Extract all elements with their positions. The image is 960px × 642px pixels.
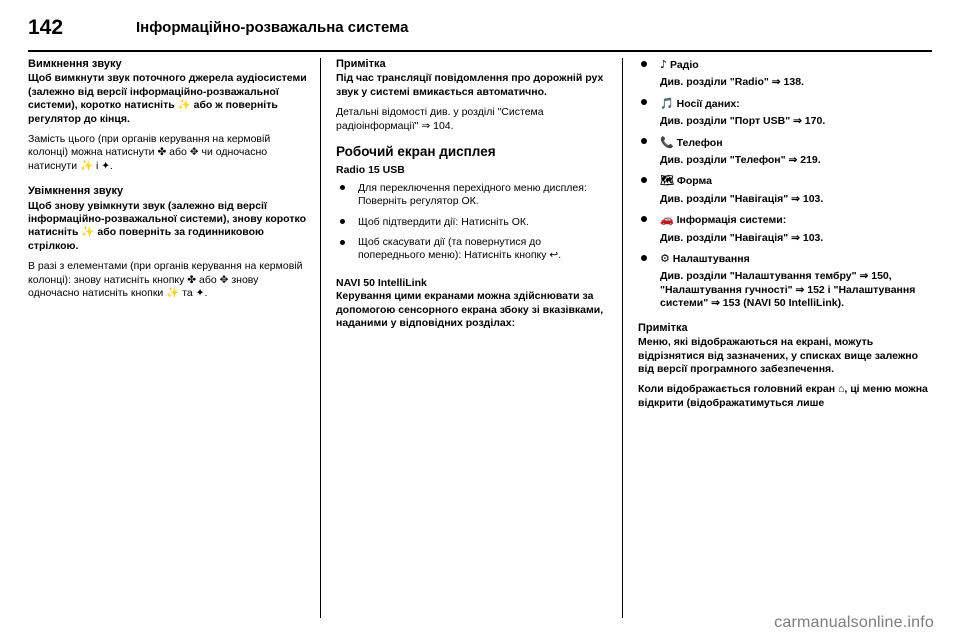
bullet-dot-icon xyxy=(641,138,647,144)
menu-item-reference: Див. розділи "Телефон" ⇒ 219. xyxy=(660,154,821,167)
note-heading-1: Примітка xyxy=(336,58,386,70)
page-title: Інформаційно-розважальна система xyxy=(136,19,409,36)
menu-item-label: Форма xyxy=(676,175,713,188)
note-paragraph-2: Детальні відомості див. у розділі "Система радіоінформації" ⇒ 104. xyxy=(336,106,544,132)
menu-item-label: Інформація системи: xyxy=(676,214,787,227)
note-paragraph-3: Меню, які відображаються на екрані, можуть відрізнятися від зазначених, у списках вище залежно від версії програмного забезпечення. xyxy=(638,336,919,375)
list-item xyxy=(638,97,928,129)
bullet-dot-icon xyxy=(641,99,647,105)
note-paragraph-1: Під час трансляції повідомлення про дорожній рух звук у системі вмикається автоматично. xyxy=(336,72,604,98)
bullet-dot-icon xyxy=(641,216,647,222)
column-divider-1 xyxy=(320,58,321,618)
column-2 xyxy=(336,58,608,331)
list-item xyxy=(638,213,928,245)
list-item xyxy=(638,58,928,90)
car-info-icon: 🚗 xyxy=(660,213,674,227)
page-number: 142 xyxy=(28,16,64,39)
section-heading-mute: Вимкнення звуку xyxy=(28,58,122,70)
menu-item-reference: Див. розділи "Radio" ⇒ 138. xyxy=(660,76,804,89)
list-item-label: Для переключення перехідного меню дисплея: Повернiть регулятор ОК. xyxy=(358,181,587,208)
column-divider-2 xyxy=(622,58,623,618)
map-icon: 🗺 xyxy=(660,174,674,188)
subheading-navi50: NAVI 50 IntelliLink xyxy=(336,276,427,289)
paragraph-unmute-1: Щоб знову увімкнути звук (залежно від версії інформаційно-розважальної системи), знову коротко натисніть ✨ або повернiть за годинниковою стрілкою. xyxy=(28,199,306,252)
gear-icon: ⚙ xyxy=(660,252,670,266)
paragraph-mute-2: Замість цього (при органів керування на кермовій колонці) можна натиснути ✤ або ✥ чи одночасно натиснути ✨ і ✦. xyxy=(28,133,271,172)
bullet-dot-icon xyxy=(641,255,647,261)
bullet-list-radio15usb xyxy=(336,182,608,263)
note-heading-2: Примітка xyxy=(638,321,688,334)
bullet-dot-icon xyxy=(641,61,647,67)
list-item xyxy=(336,236,608,263)
menu-item-reference: Див. розділи "Порт USB" ⇒ 170. xyxy=(660,115,826,128)
paragraph-unmute-2: В разі з елементами (при органів керування на кермовій колонці): знову натисніть кнопку ✤ або ✥ знову одночасно натисніть кнопки ✨ та ✦. xyxy=(28,260,303,300)
bullet-dot-icon xyxy=(340,219,345,224)
page-header xyxy=(28,16,932,52)
menu-item-label: Телефон xyxy=(676,136,723,149)
list-item xyxy=(638,252,928,311)
bullet-dot-icon xyxy=(340,240,345,245)
bullet-dot-icon xyxy=(641,177,647,183)
note-paragraph-4: Коли відображається головний екран ⌂, ці меню можна відкрити (відображатимуться лише xyxy=(638,383,928,409)
list-item xyxy=(336,182,608,209)
section-heading-display: Робочий екран дисплея xyxy=(336,144,496,160)
list-item-label: Щоб скасувати дії (та повернутися до попереднього меню): Натисніть кнопку ↩. xyxy=(358,236,562,262)
list-item-label: Щоб підтвердити дії: Натисніть ОК. xyxy=(358,215,529,228)
list-item xyxy=(336,216,608,229)
paragraph-mute-1: Щоб вимкнути звук поточного джерела аудіосистеми (залежно від версії інформаційно-розважальної системи), коротко натисніть ✨ або ж повернiть регулятор до кінця. xyxy=(28,72,307,125)
section-heading-unmute: Увімкнення звуку xyxy=(28,185,124,198)
menu-item-reference: Див. розділи "Налаштування тембру" ⇒ 150, "Налаштування гучності" ⇒ 152 і "Налаштування системи" ⇒ 153 (NAVI 50 IntelliLink). xyxy=(660,270,916,310)
radio-icon: ♪ xyxy=(660,58,668,71)
menu-item-reference: Див. розділи "Навігація" ⇒ 103. xyxy=(660,192,824,205)
list-item xyxy=(638,136,928,168)
menu-list xyxy=(638,58,928,311)
bullet-dot-icon xyxy=(340,185,345,190)
menu-item-label: Носії даних: xyxy=(676,97,740,110)
column-3 xyxy=(638,58,928,410)
media-icon: 🎵 xyxy=(660,96,674,110)
menu-item-label: Налаштування xyxy=(672,253,750,266)
menu-item-label: Радіо xyxy=(669,59,699,71)
column-1 xyxy=(28,58,308,301)
subheading-radio15usb: Radio 15 USB xyxy=(336,164,405,177)
phone-icon: 📞 xyxy=(660,135,674,149)
paragraph-navi50: Керування цими екранами можна здійснювати за допомогою сенсорного екрана збоку зі вказівками, наданими у відповідних розділах: xyxy=(336,290,604,330)
list-item xyxy=(638,174,928,206)
watermark-brand: carmanualsonline.info xyxy=(774,614,934,631)
menu-item-reference: Див. розділи "Навігація" ⇒ 103. xyxy=(660,231,824,244)
